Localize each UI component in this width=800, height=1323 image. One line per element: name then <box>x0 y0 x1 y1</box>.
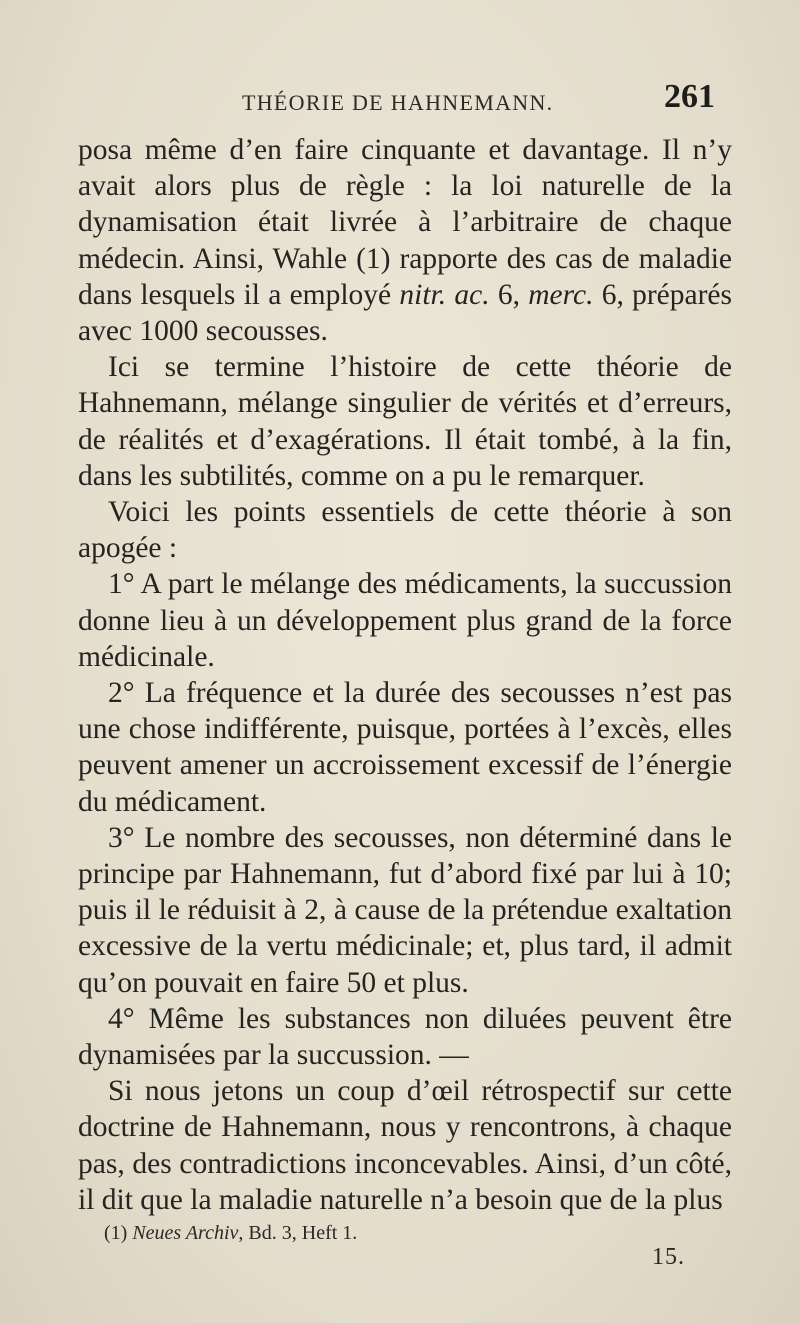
page-number: 261 <box>664 78 715 115</box>
footnote-text: , Bd. 3, Heft 1. <box>238 1222 358 1244</box>
list-item: 2° La fréquence et la durée des secousses n’est pas une chose indifférente, puisque, portées à l’excès, elles peuvent amener un accroissement excessif de l’énergie du médicament. <box>78 677 732 818</box>
running-title: THÉORIE DE HAHNEMANN. <box>242 90 554 115</box>
paragraph: Ici se termine l’histoire de cette théorie de Hahnemann, mélange singulier de vérités et d’erreurs, de réalités et d’exagérations. Il était tombé, à la fin, dans les subtilités, comme on a pu le remarquer. <box>78 351 732 492</box>
paragraph-text: 6, préparés avec 1000 secousses. <box>78 278 732 348</box>
italic-abbreviation: nitr. ac. <box>399 278 490 311</box>
page-header <box>0 78 800 128</box>
paragraph-text: posa même d’en faire cinquante et davantage. Il n’y avait alors plus de règle : la loi naturelle de la dynamisation était livrée à l’arbitraire de chaque médecin. Ainsi, Wahle (1) rapporte des cas de maladie dans lesquels il a employé <box>78 134 732 311</box>
italic-abbreviation: merc. <box>528 278 594 311</box>
paragraph <box>78 132 732 349</box>
footnote-marker: (1) <box>104 1222 133 1244</box>
paragraph: Voici les points essentiels de cette théorie à son apogée : <box>78 496 732 565</box>
list-item: 4° Même les substances non diluées peuvent être dynamisées par la succussion. — <box>78 1002 732 1072</box>
paragraph-text: 6, <box>489 278 529 311</box>
list-item: 3° Le nombre des secousses, non déterminé dans le principe par Hahnemann, fut d’abord fixé par lui à 10; puis il le réduisit à 2, à cause de la prétendue exaltation excessive de la vertu médicinale; et, plus tard, il admit qu’on pouvait en faire 50 et plus. <box>78 821 732 999</box>
body-text <box>78 132 732 1218</box>
footnote <box>104 1222 357 1245</box>
paragraph: Si nous jetons un coup d’œil rétrospectif sur cette doctrine de Hahnemann, nous y rencontrons, à chaque pas, des contradictions inconcevables. Ainsi, d’un côté, il dit que la maladie naturelle n’a besoin que de la plus <box>78 1075 732 1216</box>
list-item: 1° A part le mélange des médicaments, la succussion donne lieu à un développement plus grand de la force médicinale. <box>78 568 732 673</box>
signature-mark: 15. <box>652 1244 685 1270</box>
footnote-title: Neues Archiv <box>132 1222 239 1244</box>
